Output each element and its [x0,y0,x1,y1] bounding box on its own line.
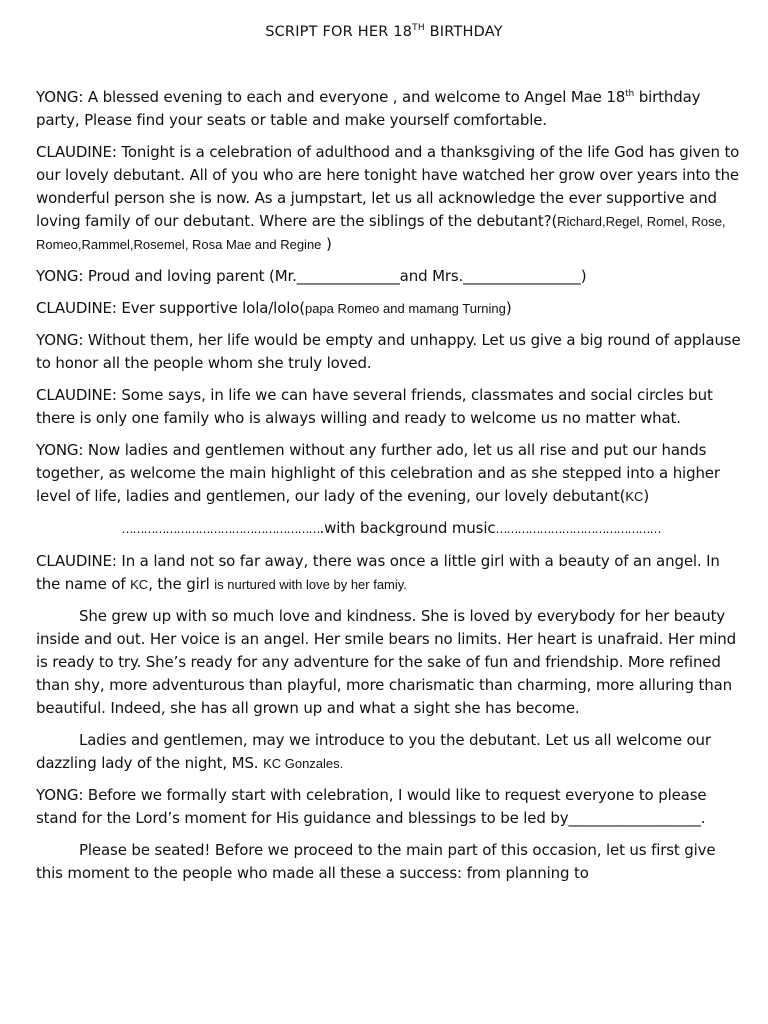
script-line-claudine-grandparents: CLAUDINE: Ever supportive lola/lolo(papa Romeo and mamang Turning) [36,299,512,317]
speaker-label: YONG: [36,441,84,459]
speaker-label: YONG: [36,331,84,349]
script-line-yong-debutant-entrance: YONG: Now ladies and gentlemen without any further ado, let us all rise and put our hands together, as welcome the main highlight of this celebration and as she stepped into a higher level of life, ladies and gentlemen, our lady of the evening, our lovely debutant(KC) [36,441,720,505]
script-paragraph-description: She grew up with so much love and kindness. She is loved by everybody for her beauty inside and out. Her voice is an angel. Her smile bears no limits. Her heart is unafraid. Her mind is ready to try. She’s ready for any adventure for the sake of fun and friendship. More refined than shy, more adventurous than playful, more charismatic than charming, more alluring than beautiful. Indeed, she has all grown up and what a sight she has become. [36,607,736,717]
speaker-label: CLAUDINE: [36,299,117,317]
speaker-label: YONG: [36,786,84,804]
background-music-cue: ……………………………………………….with background music……………………………………… [121,519,661,537]
speaker-label: CLAUDINE: [36,386,117,404]
script-paragraph-introduction: Ladies and gentlemen, may we introduce to you the debutant. Let us all welcome our dazzling lady of the night, MS. KC Gonzales. [36,731,711,772]
script-line-yong-prayer: YONG: Before we formally start with celebration, I would like to request everyone to please stand for the Lord’s moment for His guidance and blessings to be led by__________________. [36,786,707,827]
script-line-yong-applause: YONG: Without them, her life would be empty and unhappy. Let us give a big round of applause to honor all the people whom she truly loved. [36,331,741,372]
script-paragraph-be-seated: Please be seated! Before we proceed to the main part of this occasion, let us first give this moment to the people who made all these a success: from planning to [36,841,716,882]
speaker-label: CLAUDINE: [36,143,117,161]
script-line-claudine-family: CLAUDINE: Some says, in life we can have several friends, classmates and social circles but there is only one family who is always willing and ready to welcome us no matter what. [36,386,713,427]
speaker-label: CLAUDINE: [36,552,117,570]
script-line-yong-welcome: YONG: A blessed evening to each and everyone , and welcome to Angel Mae 18th birthday party, Please find your seats or table and make yourself comfortable. [36,88,701,129]
script-line-claudine-story: CLAUDINE: In a land not so far away, there was once a little girl with a beauty of an angel. In the name of KC, the girl is nurtured with love by her famiy. [36,552,720,593]
script-line-yong-parents: YONG: Proud and loving parent (Mr.______________and Mrs.________________) [36,267,587,285]
siblings-note: Richard,Regel, Romel, Rose, Romeo,Rammel,Rosemel, Rosa Mae and Regine [36,214,726,252]
document-title: SCRIPT FOR HER 18TH BIRTHDAY [265,23,503,40]
speaker-label: YONG: [36,267,84,285]
speaker-label: YONG: [36,88,84,106]
script-body [36,86,746,894]
debutant-name-note: KC [625,489,644,504]
script-line-claudine-celebration: CLAUDINE: Tonight is a celebration of adulthood and a thanksgiving of the life God has given to our lovely debutant. All of you who are here tonight have watched her grow over years into the wonderful person she is now. As a jumpstart, let us all acknowledge the ever supportive and loving family of our debutant. Where are the siblings of the debutant?(Richard,Regel, Romel, Rose, Romeo,Rammel,Rosemel, Rosa Mae and Regine ) [36,143,740,253]
grandparents-note: papa Romeo and mamang Turning [304,301,506,316]
